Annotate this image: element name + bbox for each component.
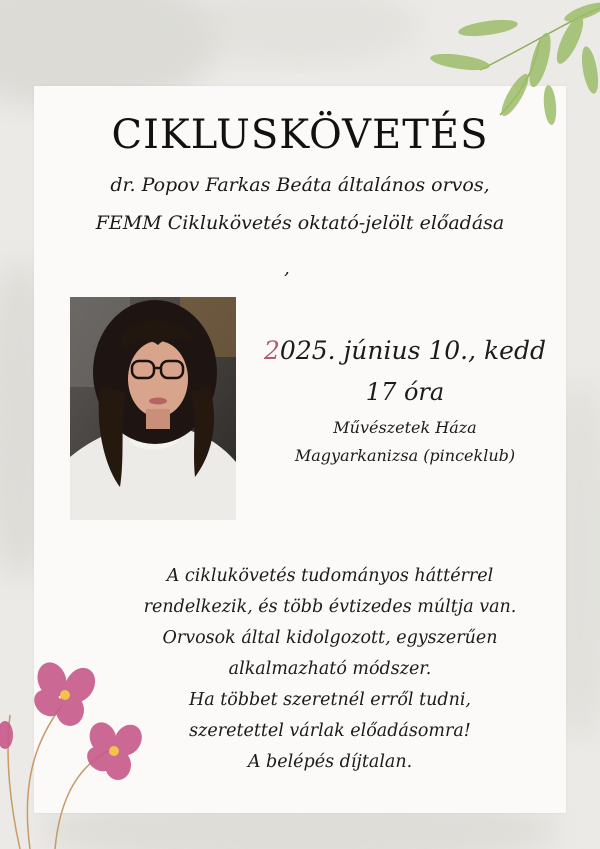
event-place: Magyarkanizsa (pinceklub) [294, 446, 516, 465]
page-title: CIKLUSKÖVETÉS [111, 112, 489, 158]
description-line: A ciklukövetés tudományos háttérrel [166, 566, 494, 586]
leaves-decoration-icon [420, 0, 600, 130]
event-date-first-digit: 2 [264, 336, 280, 365]
description-block [120, 561, 540, 778]
description-line: szeretettel várlak előadásomra! [189, 721, 471, 741]
description-line: alkalmazható módszer. [228, 659, 432, 679]
event-time: 17 óra [365, 378, 445, 406]
stray-comma: , [284, 258, 290, 279]
event-date-rest: 025. június 10., kedd [279, 336, 546, 365]
event-date [240, 336, 570, 365]
description-line: A belépés díjtalan. [247, 752, 413, 772]
lecture-line: FEMM Ciklukövetés oktató-jelölt előadása [95, 212, 505, 234]
description-line: Ha többet szeretnél erről tudni, [189, 690, 471, 710]
description-line: rendelkezik, és több évtizedes múltja van. [143, 597, 517, 617]
speaker-line: dr. Popov Farkas Beáta általános orvos, [110, 174, 490, 196]
speaker-photo [70, 297, 236, 520]
event-venue: Művészetek Háza [333, 418, 477, 437]
description-line: Orvosok által kidolgozott, egyszerűen [162, 628, 498, 648]
